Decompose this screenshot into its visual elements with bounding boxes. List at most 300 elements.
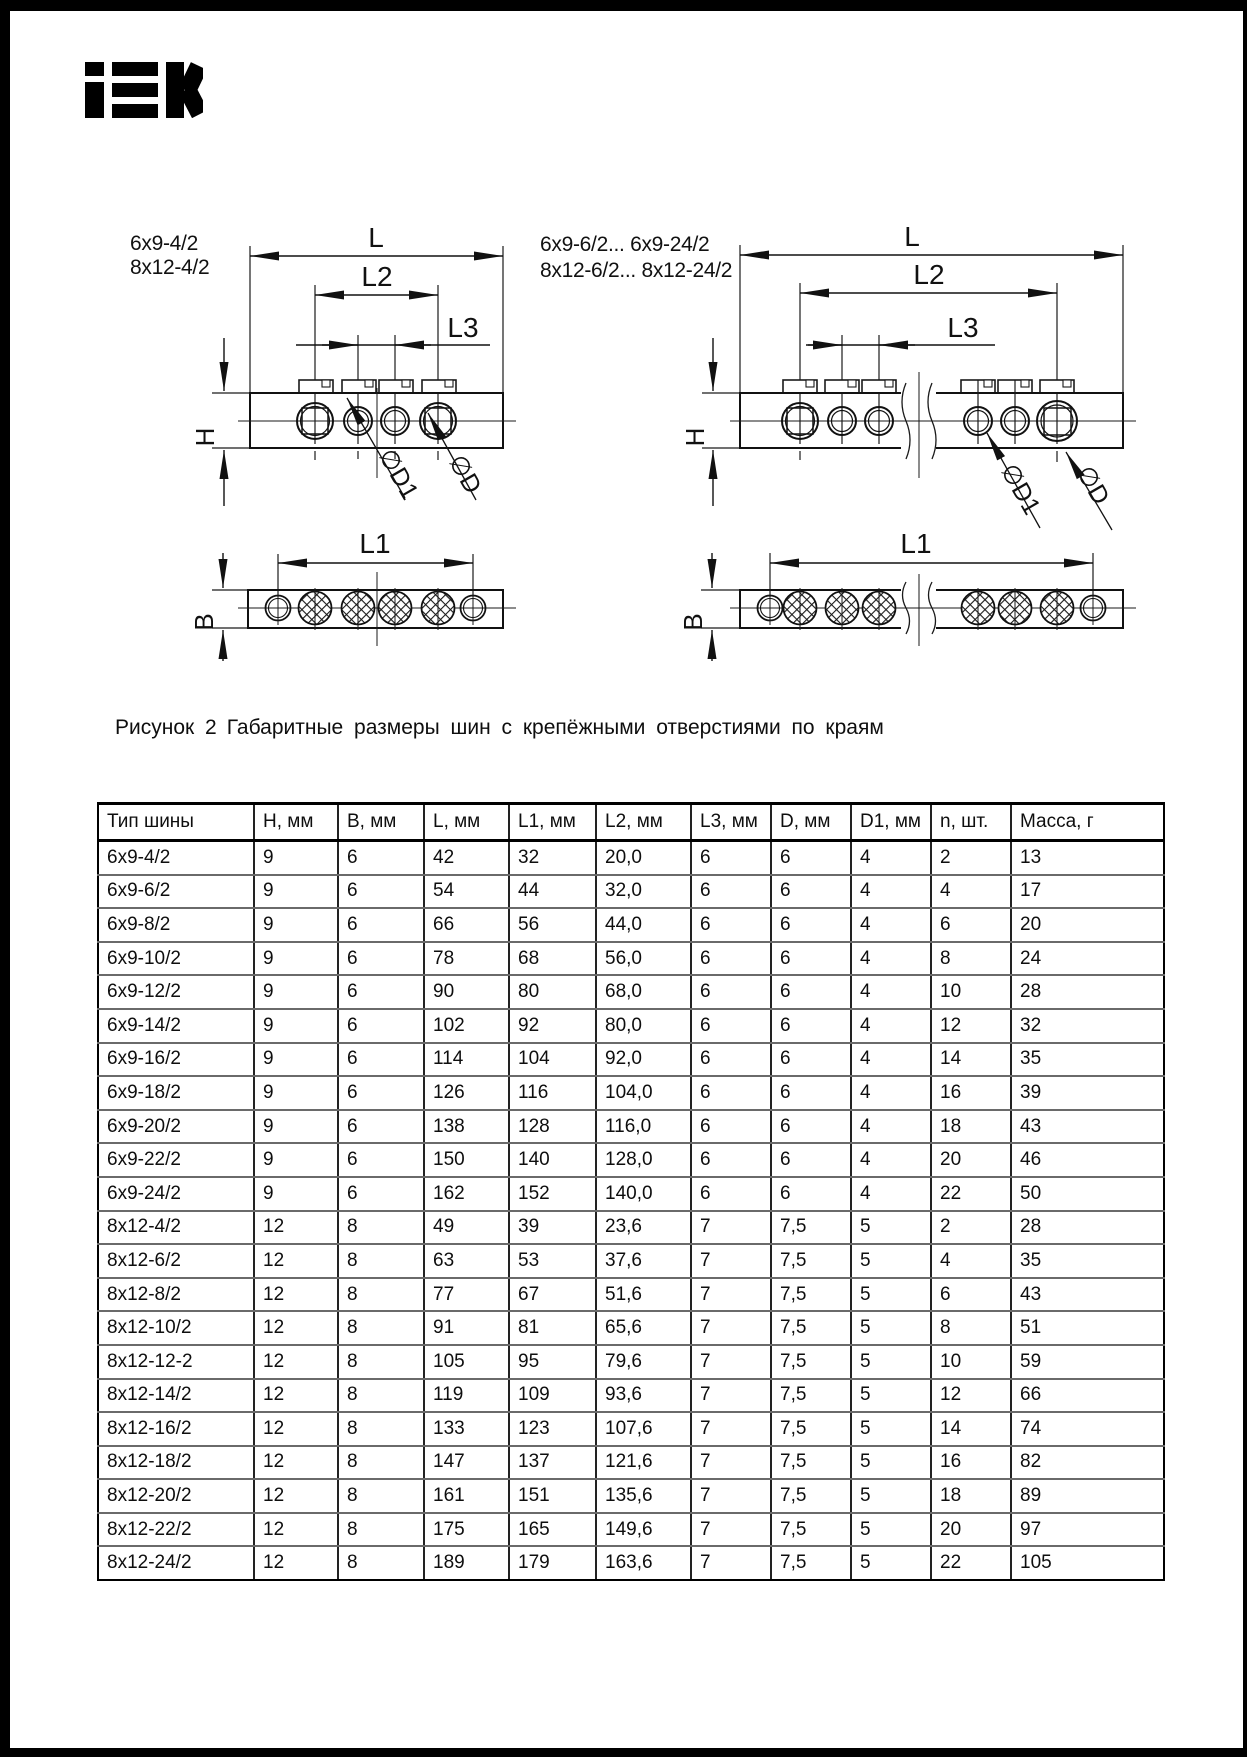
bus-type-cell: 8х12-24/2 xyxy=(98,1546,254,1580)
value-cell: 90 xyxy=(424,975,509,1009)
value-cell: 20,0 xyxy=(596,841,691,875)
value-cell: 6 xyxy=(338,975,424,1009)
value-cell: 7 xyxy=(691,1211,771,1245)
value-cell: 8 xyxy=(338,1211,424,1245)
table-row xyxy=(98,942,1164,976)
value-cell: 123 xyxy=(509,1412,596,1446)
column-header: L2, мм xyxy=(596,804,691,841)
value-cell: 5 xyxy=(851,1479,931,1513)
value-cell: 56 xyxy=(509,908,596,942)
value-cell: 32 xyxy=(509,841,596,875)
value-cell: 63 xyxy=(424,1244,509,1278)
bus-type-cell: 8х12-18/2 xyxy=(98,1446,254,1480)
value-cell: 20 xyxy=(931,1513,1011,1547)
value-cell: 162 xyxy=(424,1177,509,1211)
value-cell: 150 xyxy=(424,1143,509,1177)
value-cell: 105 xyxy=(424,1345,509,1379)
drawing-right xyxy=(540,221,1136,661)
value-cell: 37,6 xyxy=(596,1244,691,1278)
value-cell: 68,0 xyxy=(596,975,691,1009)
bus-type-cell: 8х12-6/2 xyxy=(98,1244,254,1278)
table-row xyxy=(98,1479,1164,1513)
value-cell: 152 xyxy=(509,1177,596,1211)
value-cell: 66 xyxy=(424,908,509,942)
value-cell: 8 xyxy=(338,1278,424,1312)
value-cell: 9 xyxy=(254,1177,338,1211)
value-cell: 14 xyxy=(931,1043,1011,1077)
table-row xyxy=(98,1513,1164,1547)
dim-label-H: H xyxy=(190,427,220,447)
dim-label-L2: L2 xyxy=(361,261,393,292)
dim-label-L1: L1 xyxy=(359,528,391,559)
bus-type-cell: 8х12-14/2 xyxy=(98,1379,254,1413)
value-cell: 151 xyxy=(509,1479,596,1513)
value-cell: 149,6 xyxy=(596,1513,691,1547)
value-cell: 56,0 xyxy=(596,942,691,976)
value-cell: 7,5 xyxy=(771,1546,851,1580)
value-cell: 12 xyxy=(254,1211,338,1245)
table-row xyxy=(98,1043,1164,1077)
dim-label-D: ∅D xyxy=(1070,461,1115,510)
value-cell: 7 xyxy=(691,1278,771,1312)
value-cell: 9 xyxy=(254,875,338,909)
value-cell: 5 xyxy=(851,1345,931,1379)
value-cell: 53 xyxy=(509,1244,596,1278)
value-cell: 137 xyxy=(509,1446,596,1480)
value-cell: 7,5 xyxy=(771,1513,851,1547)
table-row xyxy=(98,975,1164,1009)
table-row xyxy=(98,1110,1164,1144)
column-header: L, мм xyxy=(424,804,509,841)
table-row xyxy=(98,1412,1164,1446)
value-cell: 7 xyxy=(691,1546,771,1580)
value-cell: 8 xyxy=(338,1311,424,1345)
value-cell: 8 xyxy=(338,1546,424,1580)
value-cell: 65,6 xyxy=(596,1311,691,1345)
table-row xyxy=(98,1446,1164,1480)
value-cell: 12 xyxy=(254,1278,338,1312)
value-cell: 7 xyxy=(691,1345,771,1379)
value-cell: 9 xyxy=(254,1076,338,1110)
column-header: n, шт. xyxy=(931,804,1011,841)
value-cell: 22 xyxy=(931,1546,1011,1580)
value-cell: 2 xyxy=(931,841,1011,875)
value-cell: 7 xyxy=(691,1412,771,1446)
bus-type-cell: 6х9-18/2 xyxy=(98,1076,254,1110)
column-header: D, мм xyxy=(771,804,851,841)
bus-type-cell: 8х12-20/2 xyxy=(98,1479,254,1513)
bus-type-cell: 6х9-6/2 xyxy=(98,875,254,909)
drawing-right-variant-line2: 8х12-6/2... 8х12-24/2 xyxy=(540,259,733,282)
value-cell: 6 xyxy=(771,1076,851,1110)
side-view xyxy=(730,372,1136,530)
value-cell: 6 xyxy=(338,841,424,875)
value-cell: 7,5 xyxy=(771,1412,851,1446)
value-cell: 6 xyxy=(338,875,424,909)
value-cell: 4 xyxy=(851,1177,931,1211)
value-cell: 6 xyxy=(771,875,851,909)
value-cell: 114 xyxy=(424,1043,509,1077)
value-cell: 6 xyxy=(338,1076,424,1110)
value-cell: 50 xyxy=(1011,1177,1164,1211)
table-row xyxy=(98,1211,1164,1245)
table-row xyxy=(98,1345,1164,1379)
value-cell: 97 xyxy=(1011,1513,1164,1547)
value-cell: 6 xyxy=(691,1143,771,1177)
value-cell: 8 xyxy=(338,1479,424,1513)
value-cell: 51 xyxy=(1011,1311,1164,1345)
table-row xyxy=(98,1009,1164,1043)
value-cell: 44 xyxy=(509,875,596,909)
value-cell: 147 xyxy=(424,1446,509,1480)
drawing-left xyxy=(130,222,516,661)
value-cell: 9 xyxy=(254,1009,338,1043)
value-cell: 128,0 xyxy=(596,1143,691,1177)
table-row xyxy=(98,1379,1164,1413)
value-cell: 6 xyxy=(771,975,851,1009)
value-cell: 16 xyxy=(931,1446,1011,1480)
bus-type-cell: 8х12-10/2 xyxy=(98,1311,254,1345)
value-cell: 7,5 xyxy=(771,1244,851,1278)
value-cell: 12 xyxy=(254,1446,338,1480)
value-cell: 77 xyxy=(424,1278,509,1312)
value-cell: 2 xyxy=(931,1211,1011,1245)
bus-type-cell: 6х9-22/2 xyxy=(98,1143,254,1177)
value-cell: 6 xyxy=(338,1177,424,1211)
value-cell: 66 xyxy=(1011,1379,1164,1413)
value-cell: 12 xyxy=(254,1345,338,1379)
value-cell: 8 xyxy=(338,1446,424,1480)
value-cell: 8 xyxy=(338,1379,424,1413)
bus-type-cell: 8х12-12-2 xyxy=(98,1345,254,1379)
value-cell: 6 xyxy=(691,1076,771,1110)
dim-label-B: B xyxy=(678,613,708,631)
value-cell: 6 xyxy=(691,1110,771,1144)
dim-label-L: L xyxy=(904,221,920,252)
value-cell: 9 xyxy=(254,942,338,976)
value-cell: 4 xyxy=(851,975,931,1009)
value-cell: 4 xyxy=(851,908,931,942)
bus-type-cell: 6х9-8/2 xyxy=(98,908,254,942)
bus-type-cell: 8х12-8/2 xyxy=(98,1278,254,1312)
value-cell: 105 xyxy=(1011,1546,1164,1580)
value-cell: 140,0 xyxy=(596,1177,691,1211)
table-row xyxy=(98,841,1164,875)
dim-label-L3: L3 xyxy=(947,312,979,343)
value-cell: 14 xyxy=(931,1412,1011,1446)
value-cell: 6 xyxy=(771,1009,851,1043)
bus-type-cell: 6х9-14/2 xyxy=(98,1009,254,1043)
value-cell: 18 xyxy=(931,1110,1011,1144)
value-cell: 67 xyxy=(509,1278,596,1312)
value-cell: 12 xyxy=(254,1479,338,1513)
value-cell: 9 xyxy=(254,908,338,942)
value-cell: 6 xyxy=(691,975,771,1009)
value-cell: 17 xyxy=(1011,875,1164,909)
value-cell: 4 xyxy=(851,1110,931,1144)
extension-lines xyxy=(212,246,503,628)
value-cell: 6 xyxy=(338,942,424,976)
value-cell: 6 xyxy=(338,1110,424,1144)
value-cell: 6 xyxy=(771,1143,851,1177)
value-cell: 18 xyxy=(931,1479,1011,1513)
value-cell: 16 xyxy=(931,1076,1011,1110)
bottom-view xyxy=(730,574,1136,646)
value-cell: 9 xyxy=(254,1043,338,1077)
value-cell: 6 xyxy=(771,1177,851,1211)
value-cell: 6 xyxy=(338,1009,424,1043)
value-cell: 44,0 xyxy=(596,908,691,942)
value-cell: 7 xyxy=(691,1244,771,1278)
value-cell: 59 xyxy=(1011,1345,1164,1379)
drawing-left-variant-line2: 8х12-4/2 xyxy=(130,256,210,279)
value-cell: 20 xyxy=(1011,908,1164,942)
value-cell: 6 xyxy=(931,1278,1011,1312)
value-cell: 6 xyxy=(338,1143,424,1177)
value-cell: 6 xyxy=(691,875,771,909)
drawing-left-variant-line1: 6х9-4/2 xyxy=(130,232,198,255)
value-cell: 135,6 xyxy=(596,1479,691,1513)
value-cell: 7,5 xyxy=(771,1211,851,1245)
table-row xyxy=(98,908,1164,942)
column-header: Тип шины xyxy=(98,804,254,841)
value-cell: 104 xyxy=(509,1043,596,1077)
value-cell: 6 xyxy=(771,908,851,942)
figure-caption-text: Габаритные размеры шин с крепёжными отверстиями по краям xyxy=(226,716,884,739)
bus-type-cell: 6х9-20/2 xyxy=(98,1110,254,1144)
value-cell: 13 xyxy=(1011,841,1164,875)
column-header: B, мм xyxy=(338,804,424,841)
column-header: Масса, г xyxy=(1011,804,1164,841)
value-cell: 12 xyxy=(931,1009,1011,1043)
table-header xyxy=(98,804,1164,841)
value-cell: 7 xyxy=(691,1513,771,1547)
value-cell: 35 xyxy=(1011,1244,1164,1278)
table-body xyxy=(98,841,1164,1581)
value-cell: 20 xyxy=(931,1143,1011,1177)
value-cell: 104,0 xyxy=(596,1076,691,1110)
dim-label-L1: L1 xyxy=(900,528,932,559)
value-cell: 7,5 xyxy=(771,1479,851,1513)
value-cell: 6 xyxy=(771,841,851,875)
value-cell: 80,0 xyxy=(596,1009,691,1043)
value-cell: 12 xyxy=(254,1244,338,1278)
bus-type-cell: 6х9-4/2 xyxy=(98,841,254,875)
value-cell: 78 xyxy=(424,942,509,976)
value-cell: 9 xyxy=(254,841,338,875)
value-cell: 6 xyxy=(771,1110,851,1144)
value-cell: 119 xyxy=(424,1379,509,1413)
value-cell: 32,0 xyxy=(596,875,691,909)
value-cell: 121,6 xyxy=(596,1446,691,1480)
value-cell: 5 xyxy=(851,1379,931,1413)
value-cell: 74 xyxy=(1011,1412,1164,1446)
value-cell: 22 xyxy=(931,1177,1011,1211)
dim-label-D1: ∅D1 xyxy=(994,459,1046,520)
value-cell: 12 xyxy=(931,1379,1011,1413)
value-cell: 5 xyxy=(851,1211,931,1245)
table-row xyxy=(98,1278,1164,1312)
value-cell: 91 xyxy=(424,1311,509,1345)
value-cell: 7 xyxy=(691,1446,771,1480)
value-cell: 107,6 xyxy=(596,1412,691,1446)
value-cell: 161 xyxy=(424,1479,509,1513)
value-cell: 7,5 xyxy=(771,1345,851,1379)
value-cell: 24 xyxy=(1011,942,1164,976)
bus-type-cell: 8х12-4/2 xyxy=(98,1211,254,1245)
table-row xyxy=(98,1076,1164,1110)
value-cell: 6 xyxy=(338,908,424,942)
value-cell: 9 xyxy=(254,975,338,1009)
value-cell: 92,0 xyxy=(596,1043,691,1077)
value-cell: 39 xyxy=(1011,1076,1164,1110)
bus-type-cell: 6х9-24/2 xyxy=(98,1177,254,1211)
value-cell: 126 xyxy=(424,1076,509,1110)
table-row xyxy=(98,1143,1164,1177)
value-cell: 128 xyxy=(509,1110,596,1144)
value-cell: 8 xyxy=(338,1345,424,1379)
value-cell: 28 xyxy=(1011,1211,1164,1245)
value-cell: 140 xyxy=(509,1143,596,1177)
value-cell: 51,6 xyxy=(596,1278,691,1312)
value-cell: 32 xyxy=(1011,1009,1164,1043)
bus-type-cell: 6х9-16/2 xyxy=(98,1043,254,1077)
value-cell: 179 xyxy=(509,1546,596,1580)
value-cell: 6 xyxy=(771,942,851,976)
value-cell: 12 xyxy=(254,1412,338,1446)
value-cell: 175 xyxy=(424,1513,509,1547)
value-cell: 10 xyxy=(931,1345,1011,1379)
value-cell: 42 xyxy=(424,841,509,875)
value-cell: 6 xyxy=(931,908,1011,942)
value-cell: 4 xyxy=(851,841,931,875)
value-cell: 81 xyxy=(509,1311,596,1345)
figure-caption xyxy=(115,716,915,740)
dimensions-table xyxy=(97,802,1165,1581)
value-cell: 68 xyxy=(509,942,596,976)
value-cell: 8 xyxy=(338,1513,424,1547)
value-cell: 5 xyxy=(851,1446,931,1480)
value-cell: 39 xyxy=(509,1211,596,1245)
value-cell: 79,6 xyxy=(596,1345,691,1379)
value-cell: 54 xyxy=(424,875,509,909)
value-cell: 7,5 xyxy=(771,1446,851,1480)
value-cell: 5 xyxy=(851,1311,931,1345)
value-cell: 12 xyxy=(254,1513,338,1547)
value-cell: 5 xyxy=(851,1513,931,1547)
value-cell: 189 xyxy=(424,1546,509,1580)
bus-type-cell: 8х12-22/2 xyxy=(98,1513,254,1547)
dim-label-L3: L3 xyxy=(447,312,479,343)
value-cell: 4 xyxy=(851,875,931,909)
table-row xyxy=(98,1311,1164,1345)
bottom-view xyxy=(238,572,516,646)
value-cell: 6 xyxy=(691,1009,771,1043)
value-cell: 6 xyxy=(691,908,771,942)
bus-type-cell: 6х9-10/2 xyxy=(98,942,254,976)
table-row xyxy=(98,1177,1164,1211)
column-header: L3, мм xyxy=(691,804,771,841)
column-header: L1, мм xyxy=(509,804,596,841)
value-cell: 6 xyxy=(691,942,771,976)
value-cell: 7,5 xyxy=(771,1311,851,1345)
value-cell: 109 xyxy=(509,1379,596,1413)
value-cell: 6 xyxy=(338,1043,424,1077)
dimensions-table-wrap xyxy=(97,802,1165,1581)
value-cell: 4 xyxy=(851,942,931,976)
side-view xyxy=(238,380,516,505)
value-cell: 116 xyxy=(509,1076,596,1110)
value-cell: 28 xyxy=(1011,975,1164,1009)
value-cell: 80 xyxy=(509,975,596,1009)
table-row xyxy=(98,1546,1164,1580)
value-cell: 92 xyxy=(509,1009,596,1043)
value-cell: 8 xyxy=(338,1412,424,1446)
value-cell: 4 xyxy=(851,1143,931,1177)
bus-type-cell: 8х12-16/2 xyxy=(98,1412,254,1446)
figure-drawings xyxy=(0,0,1247,700)
value-cell: 95 xyxy=(509,1345,596,1379)
dim-label-L: L xyxy=(368,222,384,253)
value-cell: 8 xyxy=(338,1244,424,1278)
value-cell: 12 xyxy=(254,1379,338,1413)
value-cell: 93,6 xyxy=(596,1379,691,1413)
bus-type-cell: 6х9-12/2 xyxy=(98,975,254,1009)
value-cell: 116,0 xyxy=(596,1110,691,1144)
value-cell: 46 xyxy=(1011,1143,1164,1177)
value-cell: 5 xyxy=(851,1244,931,1278)
value-cell: 10 xyxy=(931,975,1011,1009)
column-header: D1, мм xyxy=(851,804,931,841)
value-cell: 7 xyxy=(691,1379,771,1413)
value-cell: 8 xyxy=(931,1311,1011,1345)
value-cell: 9 xyxy=(254,1110,338,1144)
value-cell: 35 xyxy=(1011,1043,1164,1077)
value-cell: 102 xyxy=(424,1009,509,1043)
value-cell: 7,5 xyxy=(771,1278,851,1312)
dim-label-H: H xyxy=(680,427,710,447)
value-cell: 4 xyxy=(851,1009,931,1043)
value-cell: 7 xyxy=(691,1311,771,1345)
value-cell: 5 xyxy=(851,1412,931,1446)
value-cell: 5 xyxy=(851,1546,931,1580)
value-cell: 165 xyxy=(509,1513,596,1547)
value-cell: 133 xyxy=(424,1412,509,1446)
table-row xyxy=(98,875,1164,909)
dim-label-D1: ∅D1 xyxy=(372,444,424,505)
value-cell: 7,5 xyxy=(771,1379,851,1413)
value-cell: 163,6 xyxy=(596,1546,691,1580)
value-cell: 43 xyxy=(1011,1110,1164,1144)
value-cell: 82 xyxy=(1011,1446,1164,1480)
value-cell: 8 xyxy=(931,942,1011,976)
value-cell: 138 xyxy=(424,1110,509,1144)
value-cell: 6 xyxy=(691,1177,771,1211)
table-row xyxy=(98,1244,1164,1278)
value-cell: 49 xyxy=(424,1211,509,1245)
value-cell: 4 xyxy=(851,1076,931,1110)
value-cell: 89 xyxy=(1011,1479,1164,1513)
dim-label-D: ∅D xyxy=(442,450,487,499)
drawing-right-variant-line1: 6х9-6/2... 6х9-24/2 xyxy=(540,233,710,256)
value-cell: 7 xyxy=(691,1479,771,1513)
dim-label-L2: L2 xyxy=(913,259,945,290)
value-cell: 6 xyxy=(691,841,771,875)
value-cell: 6 xyxy=(691,1043,771,1077)
dim-label-B: B xyxy=(189,613,219,631)
figure-number: Рисунок 2 xyxy=(115,716,217,739)
value-cell: 23,6 xyxy=(596,1211,691,1245)
